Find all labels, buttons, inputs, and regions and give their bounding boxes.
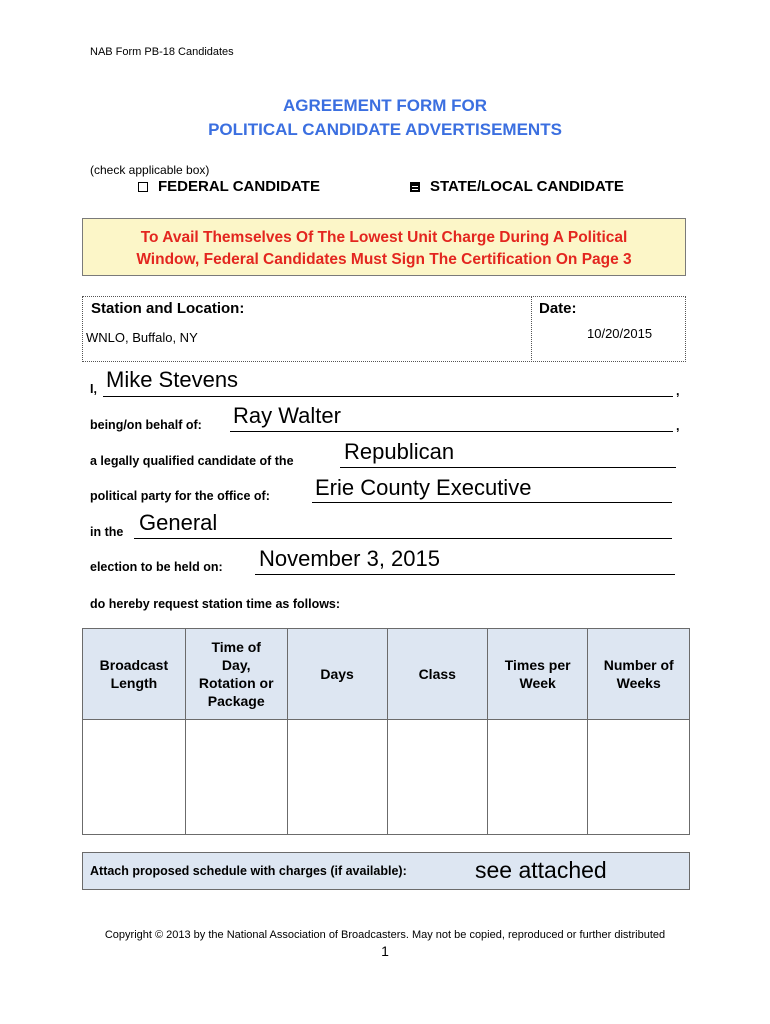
station-date-divider — [531, 296, 532, 362]
request-text: do hereby request station time as follows: — [90, 597, 341, 611]
office-field[interactable]: Erie County Executive — [315, 475, 532, 500]
state-local-candidate-label: STATE/LOCAL CANDIDATE — [430, 178, 624, 195]
header-times-per-week: Times per Week — [487, 629, 588, 720]
schedule-table — [82, 628, 690, 835]
time-of-day-cell[interactable] — [185, 720, 287, 835]
header-days: Days — [287, 629, 387, 720]
page-number: 1 — [381, 943, 389, 959]
office-underline — [312, 502, 672, 503]
class-cell[interactable] — [387, 720, 487, 835]
behalf-label: being/on behalf of: — [90, 418, 202, 432]
form-title-line1: AGREEMENT FORM FOR — [283, 96, 487, 115]
header-time-of-day: Time of Day, Rotation or Package — [185, 629, 287, 720]
notice-line2: Window, Federal Candidates Must Sign The Certification On Page 3 — [136, 251, 632, 268]
header-number-of-weeks: Number of Weeks — [588, 629, 690, 720]
checkbox-unchecked-icon[interactable] — [138, 182, 148, 192]
attach-schedule-label: Attach proposed schedule with charges (if available): — [90, 864, 407, 878]
i-prefix-label: I, — [90, 382, 97, 396]
party-field[interactable]: Republican — [344, 439, 455, 464]
federal-candidate-option[interactable] — [138, 178, 320, 195]
number-of-weeks-cell[interactable] — [588, 720, 690, 835]
attach-schedule-field[interactable]: see attached — [475, 857, 607, 883]
party-underline — [340, 467, 676, 468]
date-field[interactable]: 10/20/2015 — [587, 326, 653, 341]
copyright-notice: Copyright © 2013 by the National Association of Broadcasters. May not be copied, reproduced or further distributed — [104, 929, 666, 941]
lowest-unit-charge-notice — [82, 218, 686, 276]
election-type-field[interactable]: General — [139, 510, 218, 535]
check-note: (check applicable box) — [90, 163, 210, 177]
broadcast-length-cell[interactable] — [83, 720, 186, 835]
in-the-label: in the — [90, 525, 124, 539]
notice-line1: To Avail Themselves Of The Lowest Unit Charge During A Political — [140, 229, 628, 246]
comma: , — [676, 384, 680, 398]
date-label: Date: — [539, 300, 577, 317]
election-type-underline — [134, 538, 672, 539]
schedule-header-row — [83, 629, 690, 720]
form-id: NAB Form PB-18 Candidates — [90, 46, 234, 58]
behalf-field[interactable]: Ray Walter — [233, 403, 341, 428]
header-broadcast-length: Broadcast Length — [83, 629, 186, 720]
candidate-label: a legally qualified candidate of the — [90, 454, 294, 468]
office-label: political party for the office of: — [90, 489, 270, 503]
checkbox-checked-icon[interactable] — [410, 182, 420, 192]
days-cell[interactable] — [287, 720, 387, 835]
requester-name-field[interactable]: Mike Stevens — [106, 367, 239, 392]
table-row — [83, 720, 690, 835]
state-local-candidate-option[interactable] — [410, 178, 624, 195]
form-title-line2: POLITICAL CANDIDATE ADVERTISEMENTS — [208, 120, 562, 139]
behalf-underline — [230, 431, 673, 432]
election-date-underline — [255, 574, 675, 575]
comma: , — [676, 419, 680, 433]
election-date-label: election to be held on: — [90, 560, 223, 574]
times-per-week-cell[interactable] — [487, 720, 588, 835]
i-underline — [103, 396, 673, 397]
election-date-field[interactable]: November 3, 2015 — [259, 546, 440, 571]
header-class: Class — [387, 629, 487, 720]
station-label: Station and Location: — [91, 300, 245, 317]
federal-candidate-label: FEDERAL CANDIDATE — [158, 178, 320, 195]
station-field[interactable]: WNLO, Buffalo, NY — [86, 330, 198, 345]
